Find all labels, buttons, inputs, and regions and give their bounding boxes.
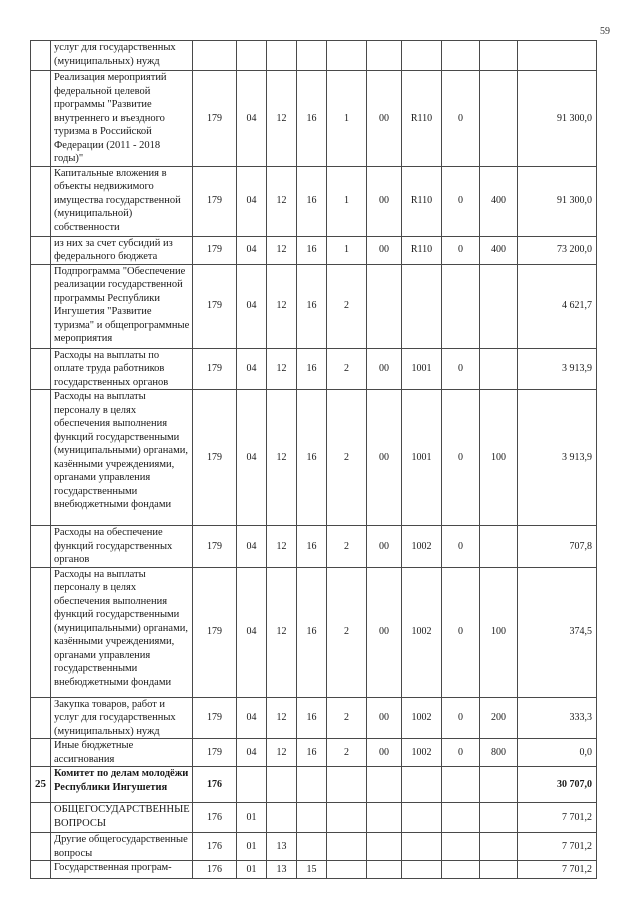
section-code-cell: 04 — [237, 236, 267, 264]
table-body — [31, 41, 597, 879]
row-number-cell — [31, 390, 51, 526]
section-code-cell — [237, 767, 267, 803]
extra-code-cell: 0 — [442, 236, 480, 264]
direction-code-cell: R110 — [402, 236, 442, 264]
activity-code-cell — [367, 833, 402, 861]
program-code-cell — [297, 767, 327, 803]
subsection-code-cell: 12 — [267, 526, 297, 568]
ministry-code-cell: 179 — [193, 526, 237, 568]
extra-code-cell: 0 — [442, 526, 480, 568]
expense-type-cell — [480, 861, 518, 879]
section-code-cell: 04 — [237, 697, 267, 739]
direction-code-cell: R110 — [402, 166, 442, 236]
subsection-code-cell — [267, 41, 297, 71]
row-number-cell — [31, 697, 51, 739]
ministry-code-cell: 179 — [193, 166, 237, 236]
extra-code-cell: 0 — [442, 739, 480, 767]
table-row — [31, 697, 597, 739]
extra-code-cell: 0 — [442, 71, 480, 167]
amount-cell: 91 300,0 — [518, 71, 597, 167]
row-name-cell: услуг для государственных (муниципальных) нужд — [51, 41, 193, 71]
row-number-cell — [31, 264, 51, 348]
row-name-cell: Расходы на обеспечение функций государственных органов — [51, 526, 193, 568]
extra-code-cell — [442, 803, 480, 833]
table-row — [31, 264, 597, 348]
row-number-cell — [31, 236, 51, 264]
subsection-code-cell: 12 — [267, 166, 297, 236]
subsection-code-cell: 12 — [267, 236, 297, 264]
section-code-cell: 04 — [237, 390, 267, 526]
ministry-code-cell: 176 — [193, 861, 237, 879]
table-row — [31, 861, 597, 879]
direction-code-cell: 1002 — [402, 739, 442, 767]
program-code-cell: 16 — [297, 236, 327, 264]
program-code-cell: 16 — [297, 71, 327, 167]
extra-code-cell: 0 — [442, 697, 480, 739]
direction-code-cell — [402, 803, 442, 833]
program-code-cell: 16 — [297, 348, 327, 390]
section-code-cell: 04 — [237, 264, 267, 348]
extra-code-cell: 0 — [442, 348, 480, 390]
activity-code-cell — [367, 803, 402, 833]
subprogram-code-cell — [327, 861, 367, 879]
subprogram-code-cell — [327, 803, 367, 833]
direction-code-cell: 1001 — [402, 348, 442, 390]
subprogram-code-cell: 1 — [327, 236, 367, 264]
program-code-cell: 16 — [297, 739, 327, 767]
subprogram-code-cell: 2 — [327, 567, 367, 697]
row-number-cell — [31, 348, 51, 390]
row-number-cell — [31, 71, 51, 167]
row-number-cell — [31, 833, 51, 861]
row-name-cell: Закупка товаров, работ и услуг для государственных (муниципальных) нужд — [51, 697, 193, 739]
direction-code-cell — [402, 767, 442, 803]
extra-code-cell — [442, 264, 480, 348]
expense-type-cell — [480, 264, 518, 348]
table-row — [31, 803, 597, 833]
ministry-code-cell: 179 — [193, 71, 237, 167]
subsection-code-cell: 12 — [267, 739, 297, 767]
budget-table — [30, 40, 597, 879]
activity-code-cell: 00 — [367, 236, 402, 264]
subprogram-code-cell: 2 — [327, 348, 367, 390]
expense-type-cell: 200 — [480, 697, 518, 739]
row-name-cell: Другие общегосударственные вопросы — [51, 833, 193, 861]
row-number-cell — [31, 41, 51, 71]
section-code-cell: 04 — [237, 71, 267, 167]
row-number-cell — [31, 861, 51, 879]
table-row — [31, 41, 597, 71]
program-code-cell: 16 — [297, 567, 327, 697]
expense-type-cell — [480, 803, 518, 833]
expense-type-cell — [480, 348, 518, 390]
subsection-code-cell: 12 — [267, 697, 297, 739]
extra-code-cell — [442, 861, 480, 879]
amount-cell: 30 707,0 — [518, 767, 597, 803]
section-code-cell — [237, 41, 267, 71]
amount-cell: 7 701,2 — [518, 803, 597, 833]
expense-type-cell: 800 — [480, 739, 518, 767]
extra-code-cell: 0 — [442, 567, 480, 697]
row-name-cell: Расходы на выплаты персоналу в целях обеспечения выполнения функций государственными (муниципальными) органами, казёнными учреждениями, органами управления государственными внебюджетными фондами — [51, 567, 193, 697]
amount-cell: 707,8 — [518, 526, 597, 568]
table-row — [31, 767, 597, 803]
section-code-cell: 01 — [237, 861, 267, 879]
row-name-cell: Реализация мероприятий федеральной целевой программы "Развитие внутреннего и въездного туризма в Российской Федерации (2011 - 2018 годы)" — [51, 71, 193, 167]
ministry-code-cell: 179 — [193, 567, 237, 697]
section-code-cell: 04 — [237, 739, 267, 767]
program-code-cell — [297, 41, 327, 71]
subprogram-code-cell — [327, 833, 367, 861]
row-name-cell: Подпрограмма "Обеспечение реализации государственной программы Республики Ингушетия "Развитие туризма" и общепрограммные мероприятия — [51, 264, 193, 348]
subsection-code-cell — [267, 767, 297, 803]
row-number-cell: 25 — [31, 767, 51, 803]
table-row — [31, 236, 597, 264]
subprogram-code-cell: 2 — [327, 526, 367, 568]
table-row — [31, 833, 597, 861]
activity-code-cell — [367, 41, 402, 71]
amount-cell: 333,3 — [518, 697, 597, 739]
row-number-cell — [31, 739, 51, 767]
amount-cell: 374,5 — [518, 567, 597, 697]
subprogram-code-cell: 1 — [327, 71, 367, 167]
section-code-cell: 04 — [237, 348, 267, 390]
ministry-code-cell: 179 — [193, 264, 237, 348]
program-code-cell: 16 — [297, 697, 327, 739]
activity-code-cell: 00 — [367, 567, 402, 697]
subprogram-code-cell: 2 — [327, 697, 367, 739]
row-number-cell — [31, 166, 51, 236]
direction-code-cell — [402, 833, 442, 861]
expense-type-cell: 400 — [480, 236, 518, 264]
row-name-cell: Расходы на выплаты персоналу в целях обеспечения выполнения функций государственными (муниципальными) органами, казёнными учреждениями, органами управления государственными внебюджетными фондами — [51, 390, 193, 526]
expense-type-cell: 400 — [480, 166, 518, 236]
subsection-code-cell: 12 — [267, 567, 297, 697]
row-name-cell: Капитальные вложения в объекты недвижимого имущества государственной (муниципальной) собственности — [51, 166, 193, 236]
subsection-code-cell: 12 — [267, 390, 297, 526]
extra-code-cell: 0 — [442, 166, 480, 236]
direction-code-cell: 1002 — [402, 697, 442, 739]
program-code-cell: 16 — [297, 166, 327, 236]
row-name-cell: Расходы на выплаты по оплате труда работников государственных органов — [51, 348, 193, 390]
subsection-code-cell: 13 — [267, 861, 297, 879]
row-number-cell — [31, 803, 51, 833]
subprogram-code-cell — [327, 767, 367, 803]
amount-cell: 3 913,9 — [518, 348, 597, 390]
ministry-code-cell — [193, 41, 237, 71]
extra-code-cell — [442, 41, 480, 71]
extra-code-cell — [442, 833, 480, 861]
activity-code-cell: 00 — [367, 739, 402, 767]
amount-cell: 7 701,2 — [518, 861, 597, 879]
subprogram-code-cell: 2 — [327, 390, 367, 526]
expense-type-cell: 100 — [480, 390, 518, 526]
direction-code-cell: 1001 — [402, 390, 442, 526]
amount-cell: 3 913,9 — [518, 390, 597, 526]
ministry-code-cell: 179 — [193, 697, 237, 739]
ministry-code-cell: 179 — [193, 390, 237, 526]
subsection-code-cell — [267, 803, 297, 833]
section-code-cell: 04 — [237, 567, 267, 697]
program-code-cell: 16 — [297, 390, 327, 526]
amount-cell — [518, 41, 597, 71]
row-name-cell: ОБЩЕГОСУДАРСТВЕННЫЕ ВОПРОСЫ — [51, 803, 193, 833]
table-row — [31, 390, 597, 526]
amount-cell: 0,0 — [518, 739, 597, 767]
amount-cell: 7 701,2 — [518, 833, 597, 861]
row-name-cell: из них за счет субсидий из федерального бюджета — [51, 236, 193, 264]
program-code-cell: 16 — [297, 264, 327, 348]
table-row — [31, 567, 597, 697]
activity-code-cell: 00 — [367, 71, 402, 167]
activity-code-cell: 00 — [367, 526, 402, 568]
activity-code-cell — [367, 861, 402, 879]
activity-code-cell: 00 — [367, 390, 402, 526]
expense-type-cell — [480, 526, 518, 568]
subsection-code-cell: 12 — [267, 71, 297, 167]
subsection-code-cell: 12 — [267, 264, 297, 348]
extra-code-cell — [442, 767, 480, 803]
subsection-code-cell: 13 — [267, 833, 297, 861]
section-code-cell: 01 — [237, 833, 267, 861]
row-number-cell — [31, 567, 51, 697]
expense-type-cell: 100 — [480, 567, 518, 697]
activity-code-cell: 00 — [367, 348, 402, 390]
direction-code-cell: R110 — [402, 71, 442, 167]
direction-code-cell — [402, 861, 442, 879]
activity-code-cell — [367, 264, 402, 348]
expense-type-cell — [480, 41, 518, 71]
direction-code-cell: 1002 — [402, 526, 442, 568]
amount-cell: 4 621,7 — [518, 264, 597, 348]
row-name-cell: Иные бюджетные ассигнования — [51, 739, 193, 767]
table-row — [31, 739, 597, 767]
amount-cell: 73 200,0 — [518, 236, 597, 264]
program-code-cell: 16 — [297, 526, 327, 568]
ministry-code-cell: 179 — [193, 348, 237, 390]
row-name-cell: Государственная програм- — [51, 861, 193, 879]
program-code-cell: 15 — [297, 861, 327, 879]
subprogram-code-cell: 2 — [327, 739, 367, 767]
activity-code-cell — [367, 767, 402, 803]
ministry-code-cell: 176 — [193, 833, 237, 861]
section-code-cell: 04 — [237, 526, 267, 568]
activity-code-cell: 00 — [367, 697, 402, 739]
ministry-code-cell: 179 — [193, 236, 237, 264]
ministry-code-cell: 179 — [193, 739, 237, 767]
expense-type-cell — [480, 833, 518, 861]
expense-type-cell — [480, 71, 518, 167]
table-row — [31, 166, 597, 236]
ministry-code-cell: 176 — [193, 803, 237, 833]
row-number-cell — [31, 526, 51, 568]
subprogram-code-cell: 1 — [327, 166, 367, 236]
table-row — [31, 71, 597, 167]
activity-code-cell: 00 — [367, 166, 402, 236]
page-number: 59 — [600, 26, 610, 37]
subprogram-code-cell — [327, 41, 367, 71]
expense-type-cell — [480, 767, 518, 803]
table-row — [31, 526, 597, 568]
direction-code-cell: 1002 — [402, 567, 442, 697]
ministry-code-cell: 176 — [193, 767, 237, 803]
table-row — [31, 348, 597, 390]
program-code-cell — [297, 833, 327, 861]
section-code-cell: 04 — [237, 166, 267, 236]
amount-cell: 91 300,0 — [518, 166, 597, 236]
section-code-cell: 01 — [237, 803, 267, 833]
subprogram-code-cell: 2 — [327, 264, 367, 348]
direction-code-cell — [402, 41, 442, 71]
extra-code-cell: 0 — [442, 390, 480, 526]
subsection-code-cell: 12 — [267, 348, 297, 390]
program-code-cell — [297, 803, 327, 833]
direction-code-cell — [402, 264, 442, 348]
row-name-cell: Комитет по делам молодёжи Республики Ингушетия — [51, 767, 193, 803]
